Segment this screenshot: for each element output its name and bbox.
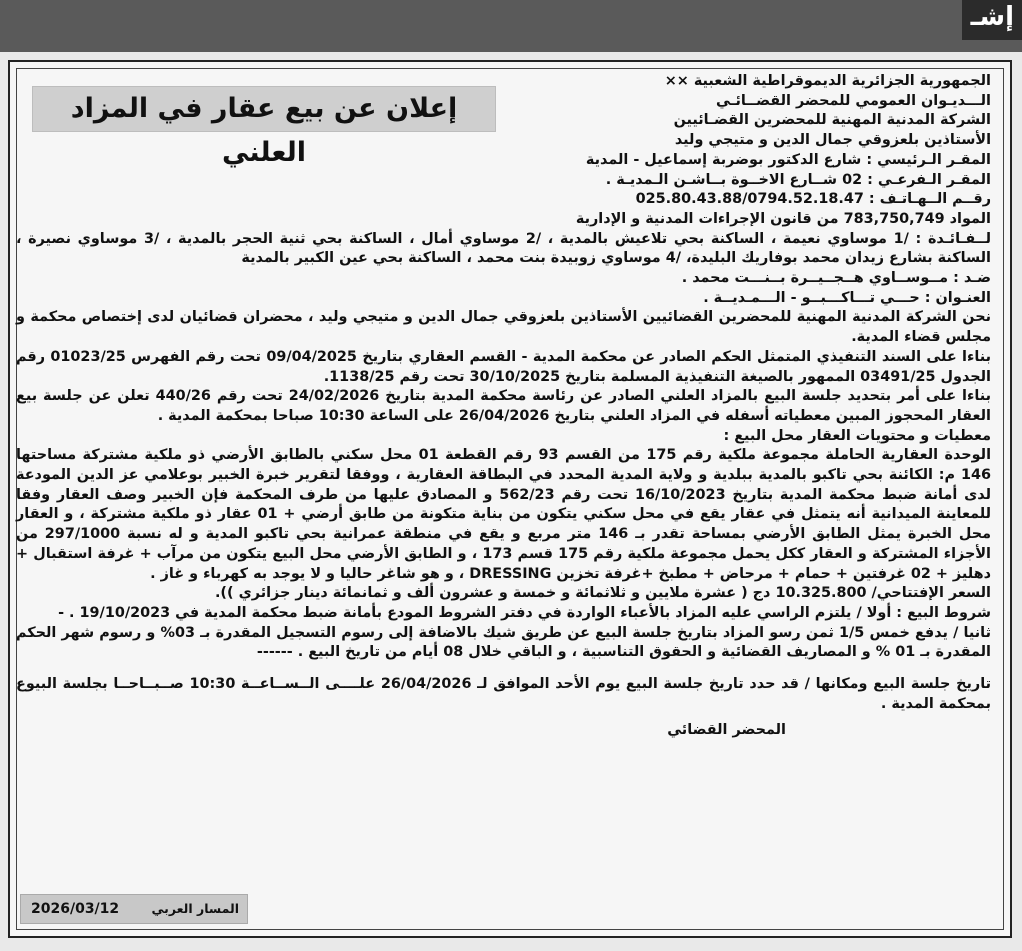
line-company: الشركة المدنية المهنية للمحضرين القضـائيين <box>673 112 991 129</box>
paragraph-property: الوحدة العقارية الحاملة مجموعة ملكية رقم 175 من القسم 93 رقم القطعة 01 محل سكني بالطابق الأرضي ذو ملكية مشتركة مساحتها 146 م: الكائنة بحي تاكبو بالمدية ببلدية و ولاية المدية المحدد في البطاقة العقارية ، ووفقا لتقرير خبرة الخبير بوعلامي عز الدين المودعة لدى أمانة ضبط محكمة المدية بتاريخ 16/10/2023 تحت رقم 562/23 و المصادق عليها من طرف المحكمة فإن الخبير وصف العقار وفقا للمعاينة الميدانية أنه يتمثل في عقار يقع في محل سكني يتكون من بناية متكونة من طابق أرضي + 01 عقار ذو ملكية مشتركة ، و العقار محل الخبرة يمثل الطابق الأرضي بمساحة تقدر بـ 146 متر مربع و يقع في منطقة عمرانية بحي تاكبو المدية و له نسبة 297/1000 من الأجزاء المشتركة و العقار ككل يحمل مجموعة ملكية رقم 175 قسم 173 ، و الطابق الأرضي محل البيع يتكون من مرآب + غرفة استقبال + دهليز + 02 غرفتين + حمام + مرحاض + مطبخ +غرفة تخزين DRESSING ، و هو شاغر حاليا و لا يوجد به كهرباء و غاز . <box>16 447 992 582</box>
paragraph-order: بناءا على أمر بتحديد جلسة البيع بالمزاد العلني الصادر عن رئاسة محكمة المدية بتاريخ 24/02/2026 تحت رقم 440/26 تعلن عن جلسة بيع العقار المحجوز المبين معطياته أسفله في المزاد العلني بتاريخ 26/04/2026 على الساعة 10:30 صباحا بمحكمة المدية . <box>16 388 991 424</box>
paragraph-we: نحن الشركة المدنية المهنية للمحضرين القضائيين الأستاذين بلعزوقي جمال الدين و متيجي وليد ، محضران قضائيان لدى إختصاص محكمة و مجلس قضاء المدية. <box>16 309 991 346</box>
line-opening-price: السعر الإفتتاحي/ 10.325.800 دج ( عشرة ملايين و ثلاثمائة و خمسة و عشرون ألف و ثمانمائة دينار جزائري )). <box>214 585 991 602</box>
newspaper-strip <box>20 894 248 924</box>
paragraph-title-deed: بناءا على السند التنفيذي المتمثل الحكم الصادر عن محكمة المدية - القسم العقاري بتاريخ 09/04/2025 تحت رقم الفهرس 01023/25 رقم الجدول 03491/25 الممهور بالصيغة التنفيذية المسلمة بتاريخ 30/10/2025 تحت رقم 1138/25. <box>16 348 992 385</box>
paragraph-conditions-second: ثانيا / يدفع خمس 1/5 ثمن رسو المزاد بتاريخ جلسة البيع عن طريق شيك بالاضافة إلى رسوم التسجيل المقدرة بـ 03% و رسوم شهر الحكم المقدرة بـ 01 % و المصاريف القضائية و الحقوق التناسبية ، و الباقي خلال 08 أيام من تاريخ البيع . ------ <box>16 624 991 661</box>
line-office: الـــديـوان العمومي للمحضر القضــائـي <box>715 92 991 109</box>
paragraph-beneficiaries: لــفـائـدة : /1 موساوي نعيمة ، الساكنة بحي تلاعيش بالمدية ، /2 موساوي أمال ، الساكنة بحي ثنية الحجر بالمدية ، /3 موساوي نصيرة ، الساكنة بشارع زيدان محمد بوفاريك البليدة، /4 موساوي زوبيدة بنت محمد ، الساكنة بحي عين الكبير بالمدية <box>16 230 991 267</box>
paragraph-session-date: تاريخ جلسة البيع ومكانها / قد حدد تاريخ جلسة البيع يوم الأحد الموافق لـ 26/04/2026 علــــى الــســاعــة 10:30 صــبــاحــا بجلسة البيوع بمحكمة المدية . <box>16 676 991 712</box>
paragraph-conditions-first: شروط البيع : أولا / يلتزم الراسي عليه المزاد بالأعباء الواردة في دفتر الشروط المودع بأمانة ضبط محكمة المدية في 19/10/2023 . - <box>58 604 991 621</box>
line-property-heading: معطيات و محتويات العقار محل البيع : <box>723 427 991 444</box>
section-word: إشـ <box>970 2 1014 32</box>
publication-date: 2026/03/12 <box>31 901 120 917</box>
line-branch-office: المقـر الـفرعـي : 02 شــارع الاخــوة بــاشـن الـمديـة . <box>605 171 991 188</box>
line-republic: الجمهورية الجزائرية الديموقراطية الشعبية ×× <box>664 73 991 89</box>
line-signature: المحضر القضائي <box>667 721 786 738</box>
line-phone: رقــم الــهـاتـف : 025.80.43.88/0794.52.18.47 <box>635 191 991 208</box>
notice-body <box>16 72 991 740</box>
line-head-office: المقـر الـرئيسي : شارع الدكتور بوضربة إسماعيل - المدية <box>585 151 991 168</box>
top-band <box>0 0 1022 52</box>
line-address: العنـوان : حـــي تـــاكـــبــو - الـــمـديــة . <box>703 289 991 306</box>
line-bailiffs: الأستاذين بلعزوقي جمال الدين و متيجي وليد <box>674 132 991 149</box>
newspaper-name: المسار العربي <box>151 901 239 916</box>
notice-title: إعلان عن بيع عقار في المزاد العلني <box>70 93 458 168</box>
line-legal-articles: المواد 783,750,749 من قانون الإجراءات المدنية و الإدارية <box>575 210 991 227</box>
line-against: ضـد : مــوســاوي هــجــيــرة بــنـــت محمد . <box>681 270 991 287</box>
